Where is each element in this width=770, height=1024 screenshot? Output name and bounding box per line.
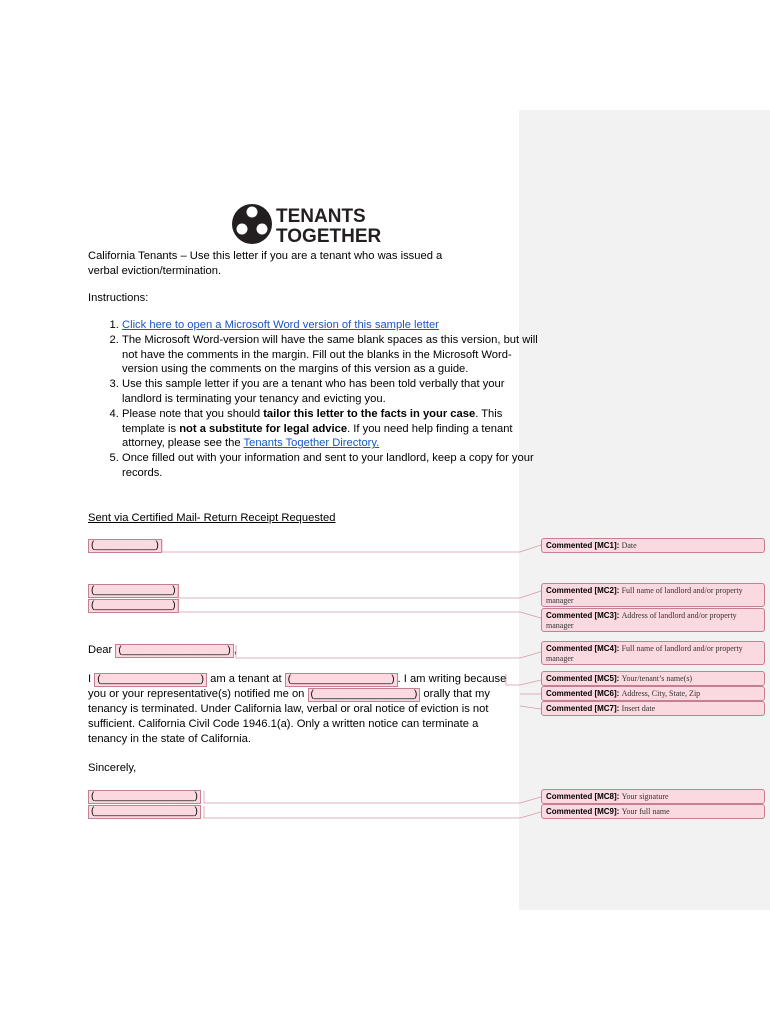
logo-line1: TENANTS (276, 206, 366, 227)
instruction-2: 2. The Microsoft Word-version will have the same blank spaces as this version, but will not have the comments in the margin. Fill out the blanks in the Microsoft Word-version using the comments on the margins of this version as a guide. (122, 333, 542, 377)
notice-date-blank[interactable]: (__________________) (308, 688, 421, 702)
date-blank[interactable]: (___________) (88, 539, 162, 553)
comment-mc8[interactable]: Commented [MC8]: Your signature (541, 789, 765, 804)
certified-mail-line: Sent via Certified Mail- Return Receipt Requested (88, 512, 336, 524)
tenant-address-blank[interactable]: (__________________) (285, 673, 398, 687)
comment-mc4[interactable]: Commented [MC4]: Full name of landlord and/or property manager (541, 641, 765, 665)
instruction-5: 5. Once filled out with your information and sent to your landlord, keep a copy for your records. (122, 451, 542, 481)
tenant-name-blank[interactable]: (__________________) (94, 673, 207, 687)
comment-mc7[interactable]: Commented [MC7]: Insert date (541, 701, 765, 716)
instructions-label: Instructions: (88, 292, 149, 304)
comment-mc5[interactable]: Commented [MC5]: Your/tenant’s name(s) (541, 671, 765, 686)
comment-mc2[interactable]: Commented [MC2]: Full name of landlord and/or property manager (541, 583, 765, 607)
instruction-3: 3. Use this sample letter if you are a tenant who has been told verbally that your landlord is terminating your tenancy and evicting you. (122, 377, 542, 407)
comment-mc1[interactable]: Commented [MC1]: Date (541, 538, 765, 553)
salutation: Dear (___________________) , (88, 644, 237, 656)
signature-blank[interactable]: (__________________) (88, 790, 201, 804)
intro-title: California Tenants – Use this letter if you are a tenant who was issued a verbal eviction/termination. (88, 250, 443, 277)
logo-line2: TOGETHER (276, 226, 382, 247)
directory-link[interactable]: Tenants Together Directory. (243, 437, 380, 450)
letter-body: I (__________________) am a tenant at (__________________) . I am writing because you or your representative(s) notified me on (__________________) orally that my tenancy is terminated. Under California law, verbal or oral notice of eviction is not sufficient. California Civil Code 1946.1(a). Only a written notice can terminate a tenancy in the state of California. (88, 673, 507, 745)
comment-mc6[interactable]: Commented [MC6]: Address, City, State, Zip (541, 686, 765, 701)
instruction-4: 4. Please note that you should tailor this letter to the facts in your case. This template is not a substitute for legal advice. If you need help finding a tenant attorney, please see the Tenants Together Directory. (122, 407, 542, 451)
sincerely: Sincerely, (88, 762, 137, 774)
landlord-address-blank[interactable]: (______________) (88, 599, 179, 613)
landlord-name-blank[interactable]: (______________) (88, 584, 179, 598)
comment-mc3[interactable]: Commented [MC3]: Address of landlord and/or property manager (541, 608, 765, 632)
word-version-link[interactable]: Click here to open a Microsoft Word version of this sample letter (122, 319, 439, 331)
comment-mc9[interactable]: Commented [MC9]: Your full name (541, 804, 765, 819)
dear-name-blank[interactable]: (___________________) (115, 644, 233, 658)
full-name-blank[interactable]: (__________________) (88, 805, 201, 819)
